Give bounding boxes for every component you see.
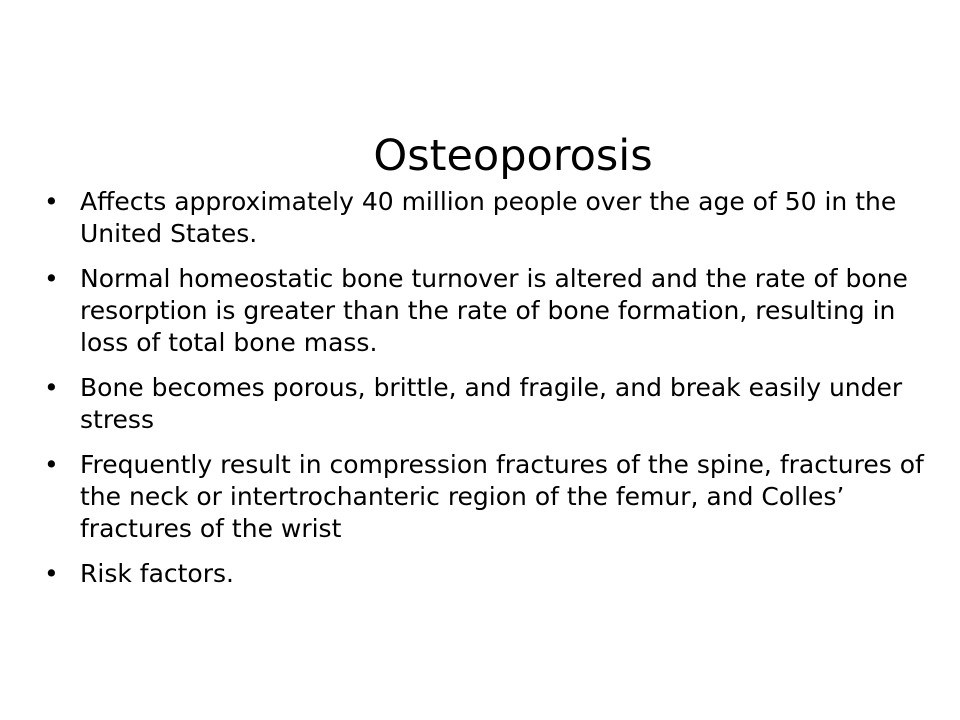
bullet-text: Normal homeostatic bone turnover is altered and the rate of bone resorption is greater than the rate of bone formation, resulting in loss of total bone mass. [80, 264, 908, 357]
bullet-item [44, 449, 944, 545]
bullet-icon: • [44, 559, 59, 588]
bullet-item [44, 372, 944, 436]
bullet-text: Bone becomes porous, brittle, and fragile, and break easily under stress [80, 373, 903, 434]
bullet-text: Affects approximately 40 million people over the age of 50 in the United States. [80, 187, 897, 248]
bullet-item [44, 263, 944, 359]
bullet-icon: • [44, 264, 59, 293]
bullet-list [44, 186, 944, 603]
bullet-text: Frequently result in compression fractures of the spine, fractures of the neck or intertrochanteric region of the femur, and Colles’ fractures of the wrist [80, 450, 924, 543]
bullet-text: Risk factors. [80, 559, 234, 588]
bullet-item [44, 186, 944, 250]
bullet-icon: • [44, 450, 59, 479]
bullet-icon: • [44, 373, 59, 402]
slide-title: Osteoporosis [373, 131, 653, 181]
bullet-item [44, 558, 944, 590]
bullet-icon: • [44, 187, 59, 216]
